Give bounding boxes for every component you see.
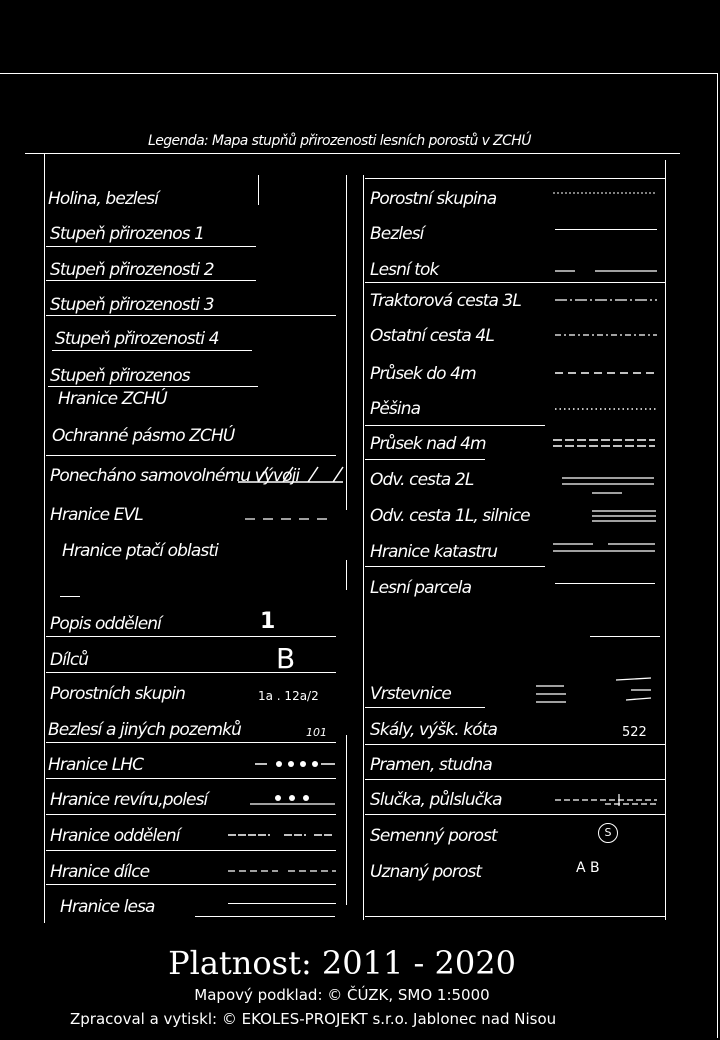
row-underline <box>52 350 252 351</box>
map-source: Mapový podklad: © ČÚZK, SMO 1:5000 <box>194 986 490 1004</box>
row-underline <box>365 707 485 708</box>
row-underline <box>46 778 336 779</box>
katastr-boundary-line <box>553 541 658 555</box>
row-underline <box>46 884 336 885</box>
row-underline <box>46 246 256 247</box>
row-underline <box>46 672 336 673</box>
kota-value: 522 <box>622 725 647 740</box>
legend-label-lesni-tok: Lesní tok <box>370 260 439 280</box>
legend-right-edge <box>665 160 666 920</box>
row-underline <box>365 916 665 917</box>
legend-label-stupen-1: Stupeň přirozenos 1 <box>50 224 205 244</box>
revir-boundary-line <box>250 793 335 805</box>
traktorova-cesta-line <box>555 297 660 303</box>
pesina-line <box>555 406 660 412</box>
oddeleni-boundary-line <box>228 829 338 841</box>
legend-label-popis-oddeleni: Popis oddělení <box>50 614 161 634</box>
row-underline <box>46 850 336 851</box>
legend-label-bezlesi-pozemky: Bezlesí a jiných pozemků <box>48 720 241 740</box>
row-underline <box>365 178 665 179</box>
row-underline <box>590 636 660 637</box>
lhc-boundary-line <box>255 758 337 770</box>
legend-label-dilcu: Dílců <box>50 650 89 670</box>
row-underline <box>195 916 335 917</box>
column-divider-lower <box>346 735 347 905</box>
row-underline <box>46 636 336 637</box>
legend-label-samovolny-vyvoj: Ponecháno samovolnému vývoji <box>50 466 300 486</box>
legend-label-slucka: Slučka, půlslučka <box>370 790 502 810</box>
bezlesi-line <box>555 229 657 230</box>
right-column-edge <box>363 175 364 920</box>
row-underline <box>365 814 665 815</box>
vrstevnice-line <box>536 676 661 706</box>
legend-label-porostni-skupina: Porostní skupina <box>370 189 497 209</box>
legend-label-pesina: Pěšina <box>370 399 421 419</box>
les-boundary-line <box>228 903 336 904</box>
legend-label-hranice-oddeleni: Hranice oddělení <box>50 826 180 846</box>
evl-boundary-line <box>245 516 335 522</box>
legend-label-skaly: Skály, výšk. kóta <box>370 720 497 740</box>
legend-label-odv-cesta-1l: Odv. cesta 1L, silnice <box>370 506 530 526</box>
legend-label-hranice-reviru: Hranice revíru,polesí <box>50 790 208 810</box>
row-underline <box>365 566 545 567</box>
row-underline <box>46 315 336 316</box>
legend-label-ochranne-pasmo: Ochranné pásmo ZCHÚ <box>52 426 235 446</box>
skupina-symbol: 1a . 12a/2 <box>258 689 319 703</box>
odv-cesta-2l-line <box>562 476 657 496</box>
row-underline <box>46 455 336 456</box>
ostatni-cesta-line <box>555 332 660 338</box>
legend-title-rule <box>25 153 680 154</box>
legend-label-hranice-lhc: Hranice LHC <box>48 755 144 775</box>
semenny-porost-symbol: S <box>598 823 618 843</box>
legend-title: Legenda: Mapa stupňů přirozenosti lesních porostů v ZCHÚ <box>148 133 531 149</box>
oddeleni-symbol: 1 <box>260 609 276 634</box>
odv-cesta-1l-line <box>592 509 658 523</box>
legend-label-lesni-parcela: Lesní parcela <box>370 578 472 598</box>
prusek-do-4m-line <box>555 370 660 376</box>
legend-label-hranice-dilce: Hranice dílce <box>50 862 150 882</box>
dilec-boundary-line <box>228 867 338 875</box>
column-divider-upper <box>346 175 347 510</box>
hatch-symbol <box>238 462 348 488</box>
porostni-skupina-line <box>553 190 658 196</box>
legend-label-ptaci-oblast: Hranice ptačí oblasti <box>62 541 218 561</box>
column-divider-mid <box>346 560 347 590</box>
legend-label-prusek-nad-4m: Průsek nad 4m <box>370 434 486 454</box>
legend-label-ostatni-cesta: Ostatní cesta 4L <box>370 326 494 346</box>
legend-label-prusek-do-4m: Průsek do 4m <box>370 364 476 384</box>
row-underline <box>46 742 336 743</box>
left-column-edge <box>44 153 45 923</box>
legend-label-semenny-porost: Semenný porost <box>370 826 497 846</box>
row-underline <box>60 596 80 597</box>
lesni-tok-line <box>555 268 660 274</box>
row-underline <box>365 459 485 460</box>
legend-label-uznany-porost: Uznaný porost <box>370 862 482 882</box>
map-author: Zpracoval a vytiskl: © EKOLES-PROJEKT s.r.o. Jablonec nad Nisou <box>70 1010 557 1028</box>
bezlesi-symbol: 101 <box>306 726 327 739</box>
legend-label-odv-cesta-2l: Odv. cesta 2L <box>370 470 474 490</box>
row-underline <box>365 425 545 426</box>
lesni-parcela-line <box>555 583 655 584</box>
legend-label-vrstevnice: Vrstevnice <box>370 684 451 704</box>
row-underline <box>365 282 665 283</box>
row-underline <box>365 744 665 745</box>
legend-label-pramen: Pramen, studna <box>370 755 492 775</box>
legend-label-hranice-lesa: Hranice lesa <box>60 897 155 917</box>
row-underline <box>365 779 665 780</box>
legend-label-hranice-zchu: Hranice ZCHÚ <box>58 389 167 409</box>
legend-label-stupen-3: Stupeň přirozenosti 3 <box>50 295 214 315</box>
legend-label-stupen-5: Stupeň přirozenos <box>50 366 190 386</box>
uznany-porost-symbols: A B <box>576 860 600 876</box>
row-underline <box>48 386 258 387</box>
legend-label-holina: Holina, bezlesí <box>48 189 159 209</box>
legend-label-porostnich-skupin: Porostních skupin <box>50 684 186 704</box>
legend-label-hranice-katastru: Hranice katastru <box>370 542 498 562</box>
validity-period: Platnost: 2011 - 2020 <box>168 944 516 982</box>
legend-label-hranice-evl: Hranice EVL <box>50 505 143 525</box>
slucka-line <box>555 792 660 808</box>
legend-label-bezlesi: Bezlesí <box>370 224 424 244</box>
prusek-nad-4m-line <box>553 437 658 449</box>
legend-label-stupen-2: Stupeň přirozenosti 2 <box>50 260 214 280</box>
row-underline <box>46 280 256 281</box>
legend-label-traktorova-cesta: Traktorová cesta 3L <box>370 291 521 311</box>
legend-label-stupen-4: Stupeň přirozenosti 4 <box>55 329 219 349</box>
row-underline <box>46 814 336 815</box>
divider-tick <box>258 175 259 205</box>
dilec-symbol: B <box>276 642 296 675</box>
